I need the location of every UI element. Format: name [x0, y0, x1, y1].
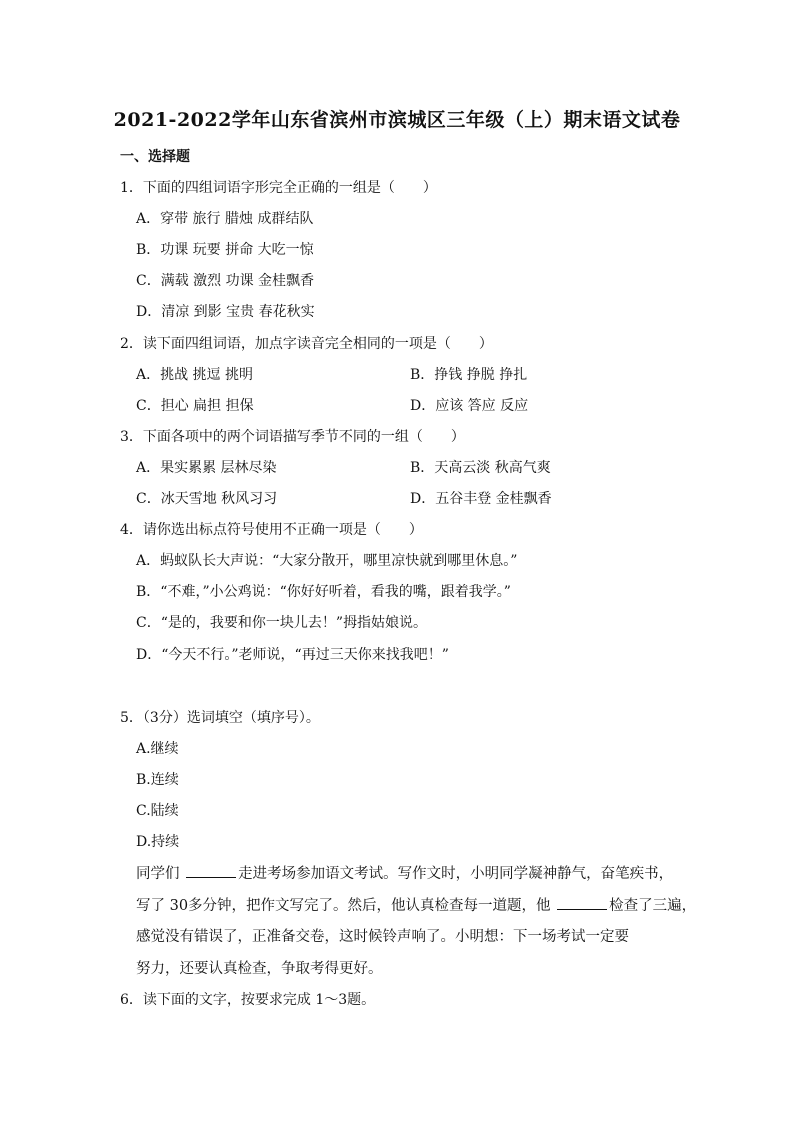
question-1-option-b: B．功课 玩要 拼命 大吃一惊 [136, 242, 314, 258]
fill-blank-1[interactable] [186, 865, 236, 878]
section-heading: 一、选择题 [120, 149, 190, 165]
question-3-option-b: B．天高云淡 秋高气爽 [410, 460, 551, 476]
question-5-choice-c: C.陆续 [136, 803, 179, 819]
question-2-stem: 2．读下面四组词语，加点字读音完全相同的一项是（ ） [120, 336, 493, 352]
question-5-stem: 5．（3分）选词填空（填序号）。 [120, 710, 320, 726]
question-1-stem: 1．下面的四组词语字形完全正确的一组是（ ） [120, 180, 437, 196]
question-2-option-c: C．担心 扁担 担保 [136, 398, 254, 414]
passage-text: 同学们 [136, 866, 185, 882]
question-5-choice-d: D.持续 [136, 834, 180, 850]
question-6-stem: 6．读下面的文字，按要求完成 1～3题。 [120, 992, 376, 1008]
question-5-choice-a: A.继续 [136, 741, 179, 757]
page-title: 2021-2022学年山东省滨州市滨城区三年级（上）期末语文试卷 [113, 109, 681, 131]
passage-line-2 [136, 894, 696, 915]
fill-blank-2[interactable] [557, 897, 607, 910]
question-5-choice-b: B.连续 [136, 772, 179, 788]
question-1-option-d: D．清凉 到影 宝贵 春花秋实 [136, 304, 315, 320]
question-3-option-a: A．果实累累 层林尽染 [136, 460, 277, 476]
question-4-option-d: D．“今天不行。”老师说，“再过三天你来找我吧！” [136, 647, 449, 663]
question-2-option-b: B．挣钱 挣脱 挣扎 [410, 367, 528, 383]
question-3-option-c: C．冰天雪地 秋风习习 [136, 491, 278, 507]
question-1-option-c: C．满载 激烈 功课 金桂飘香 [136, 273, 315, 289]
question-4-option-a: A．蚂蚁队长大声说：“大家分散开，哪里凉快就到哪里休息。” [136, 553, 518, 569]
passage-text: 检查了三遍， [609, 898, 697, 914]
question-4-option-c: C．“是的，我要和你一块儿去！”拇指姑娘说。 [136, 615, 428, 631]
passage-line-4: 努力，还要认真检查，争取考得更好。 [136, 961, 383, 977]
passage-line-3: 感觉没有错误了，正准备交卷，这时候铃声响了。小明想：下一场考试一定要 [136, 929, 629, 945]
question-2-option-d: D．应该 答应 反应 [410, 398, 529, 414]
question-4-stem: 4．请你选出标点符号使用不正确一项是（ ） [120, 522, 423, 538]
question-2-option-a: A．挑战 挑逗 挑明 [136, 367, 254, 383]
question-3-option-d: D．五谷丰登 金桂飘香 [410, 491, 552, 507]
passage-text: 写了 30多分钟，把作文写完了。然后，他认真检查每一道题，他 [136, 898, 556, 914]
passage-text: 走进考场参加语文考试。写作文时，小明同学凝神静气，奋笔疾书， [238, 866, 674, 882]
question-1-option-a: A．穿带 旅行 腊烛 成群结队 [136, 211, 314, 227]
question-4-option-b: B．“不难，”小公鸡说：“你好好听着，看我的嘴，跟着我学。” [136, 584, 511, 600]
question-3-stem: 3．下面各项中的两个词语描写季节不同的一组（ ） [120, 429, 465, 445]
passage-line-1 [136, 862, 673, 883]
